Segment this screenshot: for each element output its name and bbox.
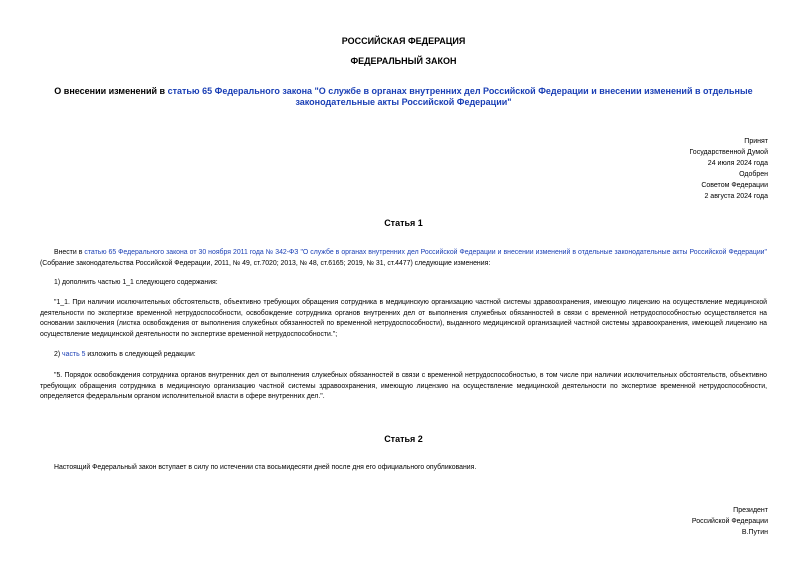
approval-date: 2 августа 2024 года	[704, 193, 768, 200]
signature-name: В.Путин	[741, 529, 768, 536]
intro-prefix: Внести в	[54, 249, 85, 256]
article-1-intro	[40, 248, 767, 269]
adoption-block	[568, 136, 768, 202]
article-1-quote-2: "5. Порядок освобождения сотрудника органов внутренних дел от выполнения служебных обязанностей в связи с временной нетрудоспособностью, в том числе при наличии исключительных обстоятельств, объективно требующих обращения сотрудника в медицинскую организацию частной системы здравоохранения, имеющую лицензию на осуществление медицинской деятельности по экспертизе временной нетрудоспособности, определяется федеральным органом исполнительной власти в сфере внутренних дел.".	[40, 372, 767, 400]
approval-line: Одобрен	[739, 171, 768, 178]
adoption-line: Государственной Думой	[689, 149, 768, 156]
item-2-link[interactable]: часть 5	[62, 351, 86, 358]
signature-title: Президент	[733, 507, 768, 514]
article-1-item-2	[40, 350, 767, 361]
adoption-date: 24 июля 2024 года	[707, 160, 768, 167]
article-1-heading: Статья 1	[384, 218, 423, 228]
law-title-prefix: О внесении изменений в	[54, 86, 168, 96]
law-title-link[interactable]: статью 65 Федерального закона "О службе в органах внутренних дел Российской Федерации и внесении изменений в отдельные законодательные акты Российской Федерации"	[167, 86, 753, 107]
approval-line: Советом Федерации	[701, 182, 768, 189]
law-title	[40, 86, 767, 108]
item-2-prefix: 2)	[54, 351, 63, 358]
signature-country: Российской Федерации	[691, 518, 768, 525]
article-1-quote-1: "1_1. При наличии исключительных обстоятельств, объективно требующих обращения сотрудника в медицинскую организацию частной системы здравоохранения, имеющую лицензию на осуществление медицинской деятельности по экспертизе временной нетрудоспособности, освобождение сотрудника органов внутренних дел от выполнения служебных обязанностей в связи с временной нетрудоспособностью осуществляется на основании заключения (листка освобождения от выполнения служебных обязанностей по временной нетрудоспособности), выданного медицинской организацией частной системы здравоохранения, имеющей лицензию на осуществление медицинской деятельности по экспертизе временной нетрудоспособности.";	[40, 299, 767, 338]
intro-link[interactable]: статью 65 Федерального закона от 30 ноября 2011 года № 342-ФЗ "О службе в органах внутренних дел Российской Федерации и внесении изменений в отдельные законодательные акты Российской Федерации"	[84, 249, 767, 256]
article-1-item-1: 1) дополнить частью 1_1 следующего содержания:	[54, 279, 218, 286]
signature-block	[568, 505, 768, 538]
item-2-suffix: изложить в следующей редакции:	[85, 351, 196, 358]
header-law-type: ФЕДЕРАЛЬНЫЙ ЗАКОН	[350, 56, 457, 66]
article-2-text: Настоящий Федеральный закон вступает в силу по истечении ста восьмидесяти дней после дня его официального опубликования.	[54, 464, 477, 471]
intro-suffix: (Собрание законодательства Российской Федерации, 2011, № 49, ст.7020; 2013, № 48, ст.6165; 2019, № 31, ст.4477) следующие изменения:	[40, 259, 491, 267]
header-country: РОССИЙСКАЯ ФЕДЕРАЦИЯ	[341, 36, 466, 46]
adoption-line: Принят	[744, 138, 768, 145]
article-2-heading: Статья 2	[384, 434, 423, 444]
